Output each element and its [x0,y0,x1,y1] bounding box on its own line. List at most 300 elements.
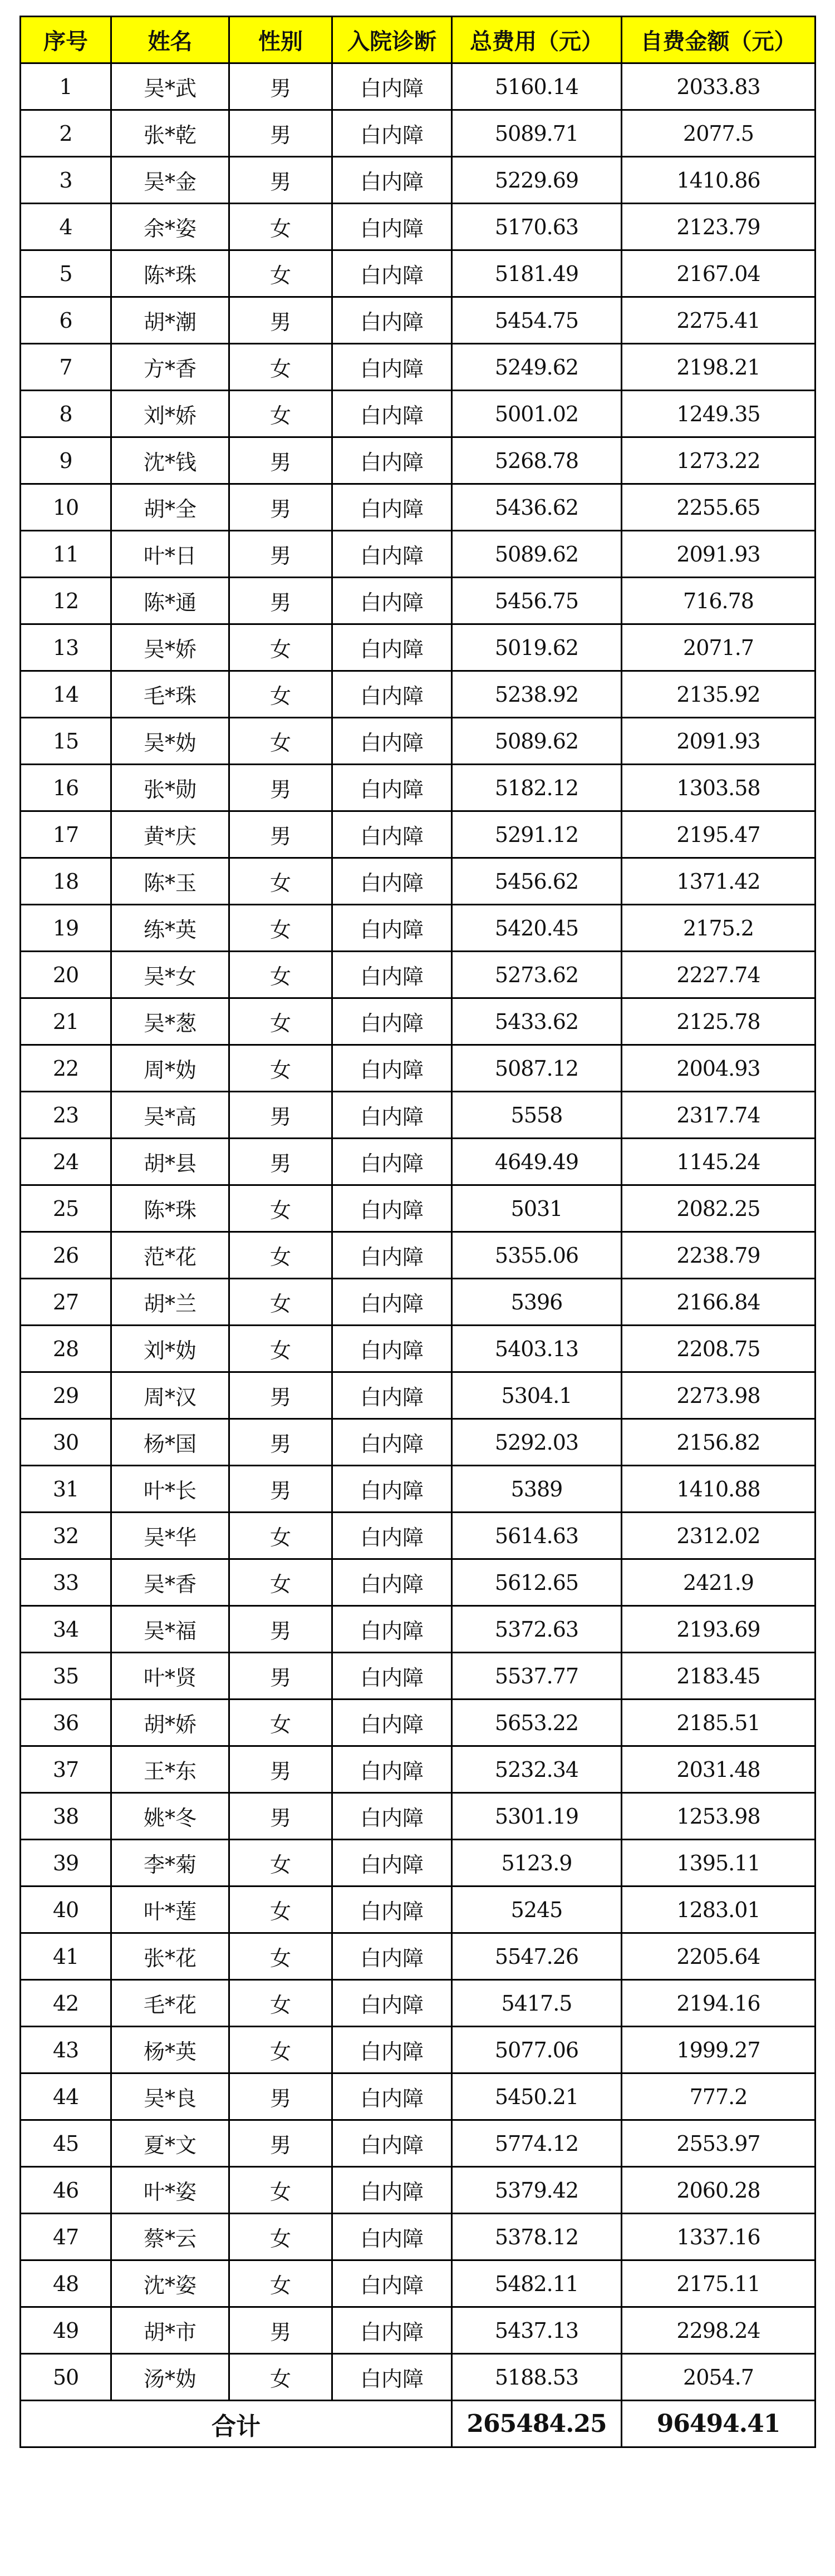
table-row [21,1045,816,1092]
table-row [21,2027,816,2073]
table-row [21,1092,816,1139]
cell-diagnosis: 白内障 [332,297,452,344]
cell-self-pay: 1303.58 [622,765,816,811]
cell-gender: 女 [229,250,332,297]
cell-index: 44 [21,2073,111,2120]
cell-name: 吴*金 [111,157,229,204]
total-label: 合计 [21,2401,452,2447]
cell-gender: 女 [229,2260,332,2307]
table-row [21,998,816,1045]
cell-name: 吴*妫 [111,718,229,765]
cell-diagnosis: 白内障 [332,1980,452,2027]
cell-self-pay: 1249.35 [622,391,816,437]
cell-index: 27 [21,1279,111,1326]
header-row [21,17,816,63]
cell-self-pay: 716.78 [622,578,816,624]
cell-total-cost: 5774.12 [452,2120,622,2167]
cell-index: 49 [21,2307,111,2354]
cell-self-pay: 2183.45 [622,1653,816,1700]
cell-gender: 女 [229,1326,332,1372]
table-row [21,765,816,811]
table-row [21,1139,816,1185]
cell-diagnosis: 白内障 [332,437,452,484]
cell-gender: 男 [229,811,332,858]
cell-gender: 男 [229,1606,332,1653]
cell-index: 43 [21,2027,111,2073]
table-row [21,811,816,858]
cell-diagnosis: 白内障 [332,1045,452,1092]
cell-self-pay: 2091.93 [622,718,816,765]
cell-name: 吴*高 [111,1092,229,1139]
cell-total-cost: 5456.62 [452,858,622,905]
cell-gender: 女 [229,1840,332,1887]
table-row [21,437,816,484]
cell-index: 23 [21,1092,111,1139]
table-row [21,344,816,391]
cell-diagnosis: 白内障 [332,1232,452,1279]
cell-total-cost: 5001.02 [452,391,622,437]
cell-index: 33 [21,1559,111,1606]
cell-index: 16 [21,765,111,811]
cell-gender: 男 [229,2307,332,2354]
cell-total-cost: 5249.62 [452,344,622,391]
cell-total-cost: 5417.5 [452,1980,622,2027]
cell-self-pay: 2175.11 [622,2260,816,2307]
cell-diagnosis: 白内障 [332,1326,452,1372]
cell-self-pay: 1337.16 [622,2214,816,2260]
cell-index: 17 [21,811,111,858]
cell-name: 汤*妫 [111,2354,229,2401]
cell-gender: 男 [229,297,332,344]
table-row [21,297,816,344]
cell-gender: 男 [229,578,332,624]
cell-index: 25 [21,1185,111,1232]
cell-gender: 女 [229,344,332,391]
cell-diagnosis: 白内障 [332,1606,452,1653]
cell-total-cost: 5389 [452,1466,622,1513]
cell-diagnosis: 白内障 [332,905,452,952]
cell-gender: 男 [229,1653,332,1700]
cell-index: 46 [21,2167,111,2214]
table-row [21,1840,816,1887]
cell-self-pay: 2298.24 [622,2307,816,2354]
cell-diagnosis: 白内障 [332,1746,452,1793]
table-row [21,2214,816,2260]
cell-total-cost: 5537.77 [452,1653,622,1700]
cell-name: 姚*冬 [111,1793,229,1840]
cell-name: 吴*葱 [111,998,229,1045]
cell-name: 王*东 [111,1746,229,1793]
cell-index: 20 [21,952,111,998]
cell-name: 胡*兰 [111,1279,229,1326]
cell-total-cost: 5182.12 [452,765,622,811]
cell-index: 21 [21,998,111,1045]
table-row [21,1279,816,1326]
cell-index: 50 [21,2354,111,2401]
cell-name: 吴*福 [111,1606,229,1653]
cell-total-cost: 5089.62 [452,718,622,765]
cell-total-cost: 5614.63 [452,1513,622,1559]
cell-name: 周*汉 [111,1372,229,1419]
cell-name: 毛*珠 [111,671,229,718]
table-footer [21,2401,816,2447]
cell-name: 毛*花 [111,1980,229,2027]
cell-diagnosis: 白内障 [332,531,452,578]
cell-name: 张*花 [111,1933,229,1980]
cell-gender: 女 [229,1279,332,1326]
table-row [21,1559,816,1606]
table-header [21,17,816,63]
cell-self-pay: 2004.93 [622,1045,816,1092]
cell-index: 7 [21,344,111,391]
cell-total-cost: 5355.06 [452,1232,622,1279]
cell-diagnosis: 白内障 [332,624,452,671]
cell-self-pay: 2193.69 [622,1606,816,1653]
cell-total-cost: 5379.42 [452,2167,622,2214]
cell-diagnosis: 白内障 [332,250,452,297]
cell-index: 42 [21,1980,111,2027]
cell-diagnosis: 白内障 [332,718,452,765]
cell-index: 35 [21,1653,111,1700]
cell-index: 9 [21,437,111,484]
table-row [21,391,816,437]
cell-name: 杨*英 [111,2027,229,2073]
table-row [21,1185,816,1232]
cell-total-cost: 5301.19 [452,1793,622,1840]
cell-self-pay: 2317.74 [622,1092,816,1139]
cell-diagnosis: 白内障 [332,578,452,624]
table-row [21,1980,816,2027]
cell-self-pay: 1999.27 [622,2027,816,2073]
cell-diagnosis: 白内障 [332,952,452,998]
cell-name: 陈*通 [111,578,229,624]
cell-gender: 女 [229,1700,332,1746]
header-name: 姓名 [111,17,229,63]
cell-total-cost: 5292.03 [452,1419,622,1466]
cell-diagnosis: 白内障 [332,671,452,718]
cell-gender: 男 [229,63,332,110]
table-row [21,1933,816,1980]
total-row [21,2401,816,2447]
cell-diagnosis: 白内障 [332,1840,452,1887]
cell-name: 陈*玉 [111,858,229,905]
cell-diagnosis: 白内障 [332,1887,452,1933]
cell-index: 36 [21,1700,111,1746]
cell-name: 张*勋 [111,765,229,811]
cell-self-pay: 1145.24 [622,1139,816,1185]
cell-self-pay: 2135.92 [622,671,816,718]
cell-index: 28 [21,1326,111,1372]
cell-total-cost: 5238.92 [452,671,622,718]
cell-diagnosis: 白内障 [332,765,452,811]
cell-self-pay: 2198.21 [622,344,816,391]
cell-index: 18 [21,858,111,905]
cell-self-pay: 2033.83 [622,63,816,110]
cell-index: 15 [21,718,111,765]
cell-index: 11 [21,531,111,578]
cell-index: 47 [21,2214,111,2260]
cell-gender: 女 [229,2167,332,2214]
cell-diagnosis: 白内障 [332,811,452,858]
cell-total-cost: 5160.14 [452,63,622,110]
cell-self-pay: 1273.22 [622,437,816,484]
cell-gender: 女 [229,858,332,905]
cell-self-pay: 1283.01 [622,1887,816,1933]
cell-diagnosis: 白内障 [332,484,452,531]
cell-name: 李*菊 [111,1840,229,1887]
cell-gender: 女 [229,204,332,250]
cell-gender: 女 [229,905,332,952]
cell-name: 余*姿 [111,204,229,250]
cell-diagnosis: 白内障 [332,1559,452,1606]
table-row [21,1653,816,1700]
cell-gender: 女 [229,1045,332,1092]
table-row [21,2307,816,2354]
table-row [21,2354,816,2401]
cell-diagnosis: 白内障 [332,2307,452,2354]
cell-diagnosis: 白内障 [332,2260,452,2307]
cell-name: 陈*珠 [111,1185,229,1232]
cell-index: 13 [21,624,111,671]
cell-index: 37 [21,1746,111,1793]
cell-name: 叶*莲 [111,1887,229,1933]
cell-self-pay: 2060.28 [622,2167,816,2214]
header-index: 序号 [21,17,111,63]
header-total-cost: 总费用（元） [452,17,622,63]
cell-index: 10 [21,484,111,531]
cell-gender: 女 [229,624,332,671]
cell-index: 3 [21,157,111,204]
cell-index: 22 [21,1045,111,1092]
cell-diagnosis: 白内障 [332,2167,452,2214]
cell-diagnosis: 白内障 [332,110,452,157]
cell-diagnosis: 白内障 [332,1513,452,1559]
cell-diagnosis: 白内障 [332,1092,452,1139]
cell-total-cost: 5372.63 [452,1606,622,1653]
cell-diagnosis: 白内障 [332,1139,452,1185]
self-pay-sum: 96494.41 [622,2401,816,2447]
cell-diagnosis: 白内障 [332,1185,452,1232]
cell-gender: 女 [229,1559,332,1606]
cell-gender: 女 [229,2354,332,2401]
table-row [21,1372,816,1419]
table-row [21,1466,816,1513]
cell-self-pay: 1253.98 [622,1793,816,1840]
cell-diagnosis: 白内障 [332,998,452,1045]
cell-index: 29 [21,1372,111,1419]
cell-diagnosis: 白内障 [332,2354,452,2401]
cell-total-cost: 5456.75 [452,578,622,624]
cell-total-cost: 5436.62 [452,484,622,531]
cell-name: 吴*武 [111,63,229,110]
cell-gender: 男 [229,1092,332,1139]
table-row [21,624,816,671]
cell-gender: 女 [229,998,332,1045]
cell-index: 39 [21,1840,111,1887]
table-row [21,578,816,624]
cell-name: 张*乾 [111,110,229,157]
table-row [21,952,816,998]
cell-index: 19 [21,905,111,952]
cell-name: 周*妫 [111,1045,229,1092]
table-row [21,858,816,905]
cell-diagnosis: 白内障 [332,2027,452,2073]
cell-gender: 男 [229,2073,332,2120]
table-row [21,484,816,531]
cell-gender: 女 [229,2027,332,2073]
cell-gender: 女 [229,1933,332,1980]
cell-index: 31 [21,1466,111,1513]
cell-diagnosis: 白内障 [332,1700,452,1746]
cell-name: 吴*香 [111,1559,229,1606]
cell-self-pay: 2227.74 [622,952,816,998]
cell-gender: 女 [229,671,332,718]
cell-name: 胡*县 [111,1139,229,1185]
cell-total-cost: 5396 [452,1279,622,1326]
cell-gender: 女 [229,952,332,998]
cell-total-cost: 5482.11 [452,2260,622,2307]
cell-name: 沈*姿 [111,2260,229,2307]
table-row [21,2120,816,2167]
cell-self-pay: 2275.41 [622,297,816,344]
cell-gender: 男 [229,2120,332,2167]
cell-gender: 男 [229,1746,332,1793]
cell-gender: 男 [229,1419,332,1466]
cell-gender: 男 [229,765,332,811]
table-row [21,250,816,297]
cell-name: 练*英 [111,905,229,952]
cell-self-pay: 2123.79 [622,204,816,250]
cell-total-cost: 5454.75 [452,297,622,344]
cell-self-pay: 2031.48 [622,1746,816,1793]
cell-name: 胡*市 [111,2307,229,2354]
cell-total-cost: 5077.06 [452,2027,622,2073]
cell-self-pay: 2077.5 [622,110,816,157]
table-row [21,204,816,250]
table-row [21,1793,816,1840]
cell-self-pay: 2054.7 [622,2354,816,2401]
cell-diagnosis: 白内障 [332,157,452,204]
cell-total-cost: 5170.63 [452,204,622,250]
cell-total-cost: 5653.22 [452,1700,622,1746]
cell-name: 方*香 [111,344,229,391]
cell-name: 吴*良 [111,2073,229,2120]
table-row [21,1326,816,1372]
cell-total-cost: 5378.12 [452,2214,622,2260]
cell-index: 2 [21,110,111,157]
table-row [21,1606,816,1653]
cell-diagnosis: 白内障 [332,2214,452,2260]
cell-total-cost: 5612.65 [452,1559,622,1606]
cell-total-cost: 5089.71 [452,110,622,157]
cell-total-cost: 5019.62 [452,624,622,671]
cell-self-pay: 1371.42 [622,858,816,905]
cell-total-cost: 5087.12 [452,1045,622,1092]
cell-total-cost: 5450.21 [452,2073,622,2120]
cell-index: 6 [21,297,111,344]
cell-name: 沈*钱 [111,437,229,484]
cell-index: 45 [21,2120,111,2167]
table-row [21,1513,816,1559]
cell-self-pay: 1410.86 [622,157,816,204]
cell-self-pay: 2091.93 [622,531,816,578]
cell-self-pay: 2125.78 [622,998,816,1045]
cell-total-cost: 5089.62 [452,531,622,578]
cell-self-pay: 2082.25 [622,1185,816,1232]
cell-gender: 男 [229,1372,332,1419]
cell-gender: 女 [229,718,332,765]
cell-name: 叶*姿 [111,2167,229,2214]
cell-index: 24 [21,1139,111,1185]
cell-self-pay: 1410.88 [622,1466,816,1513]
cell-index: 8 [21,391,111,437]
cell-index: 30 [21,1419,111,1466]
table-row [21,2260,816,2307]
cell-diagnosis: 白内障 [332,344,452,391]
table-row [21,1232,816,1279]
table-row [21,531,816,578]
table-row [21,1419,816,1466]
cell-total-cost: 5291.12 [452,811,622,858]
cell-gender: 女 [229,1513,332,1559]
cell-gender: 女 [229,1887,332,1933]
cell-gender: 女 [229,391,332,437]
cell-diagnosis: 白内障 [332,1793,452,1840]
cell-name: 胡*全 [111,484,229,531]
cell-diagnosis: 白内障 [332,2073,452,2120]
cell-self-pay: 2208.75 [622,1326,816,1372]
table-row [21,905,816,952]
cell-gender: 男 [229,484,332,531]
cell-name: 胡*潮 [111,297,229,344]
cell-self-pay: 2175.2 [622,905,816,952]
cell-gender: 男 [229,437,332,484]
cell-total-cost: 5123.9 [452,1840,622,1887]
table-row [21,2167,816,2214]
table-row [21,1700,816,1746]
cell-name: 夏*文 [111,2120,229,2167]
cell-self-pay: 2553.97 [622,2120,816,2167]
cell-name: 吴*娇 [111,624,229,671]
cell-diagnosis: 白内障 [332,63,452,110]
table-row [21,2073,816,2120]
cell-total-cost: 5433.62 [452,998,622,1045]
cell-total-cost: 5268.78 [452,437,622,484]
cell-self-pay: 777.2 [622,2073,816,2120]
cell-total-cost: 5188.53 [452,2354,622,2401]
total-cost-sum: 265484.25 [452,2401,622,2447]
header-diagnosis: 入院诊断 [332,17,452,63]
patient-cost-table [19,16,816,2448]
header-self-pay: 自费金额（元） [622,17,816,63]
cell-self-pay: 2071.7 [622,624,816,671]
cell-total-cost: 5181.49 [452,250,622,297]
cell-gender: 女 [229,1980,332,2027]
cell-diagnosis: 白内障 [332,1466,452,1513]
cell-index: 5 [21,250,111,297]
cell-self-pay: 2312.02 [622,1513,816,1559]
table-row [21,157,816,204]
cell-self-pay: 2255.65 [622,484,816,531]
cell-self-pay: 2273.98 [622,1372,816,1419]
cell-name: 吴*华 [111,1513,229,1559]
cell-self-pay: 2167.04 [622,250,816,297]
cell-diagnosis: 白内障 [332,204,452,250]
cell-self-pay: 2166.84 [622,1279,816,1326]
cell-index: 4 [21,204,111,250]
table-row [21,63,816,110]
cell-total-cost: 5403.13 [452,1326,622,1372]
